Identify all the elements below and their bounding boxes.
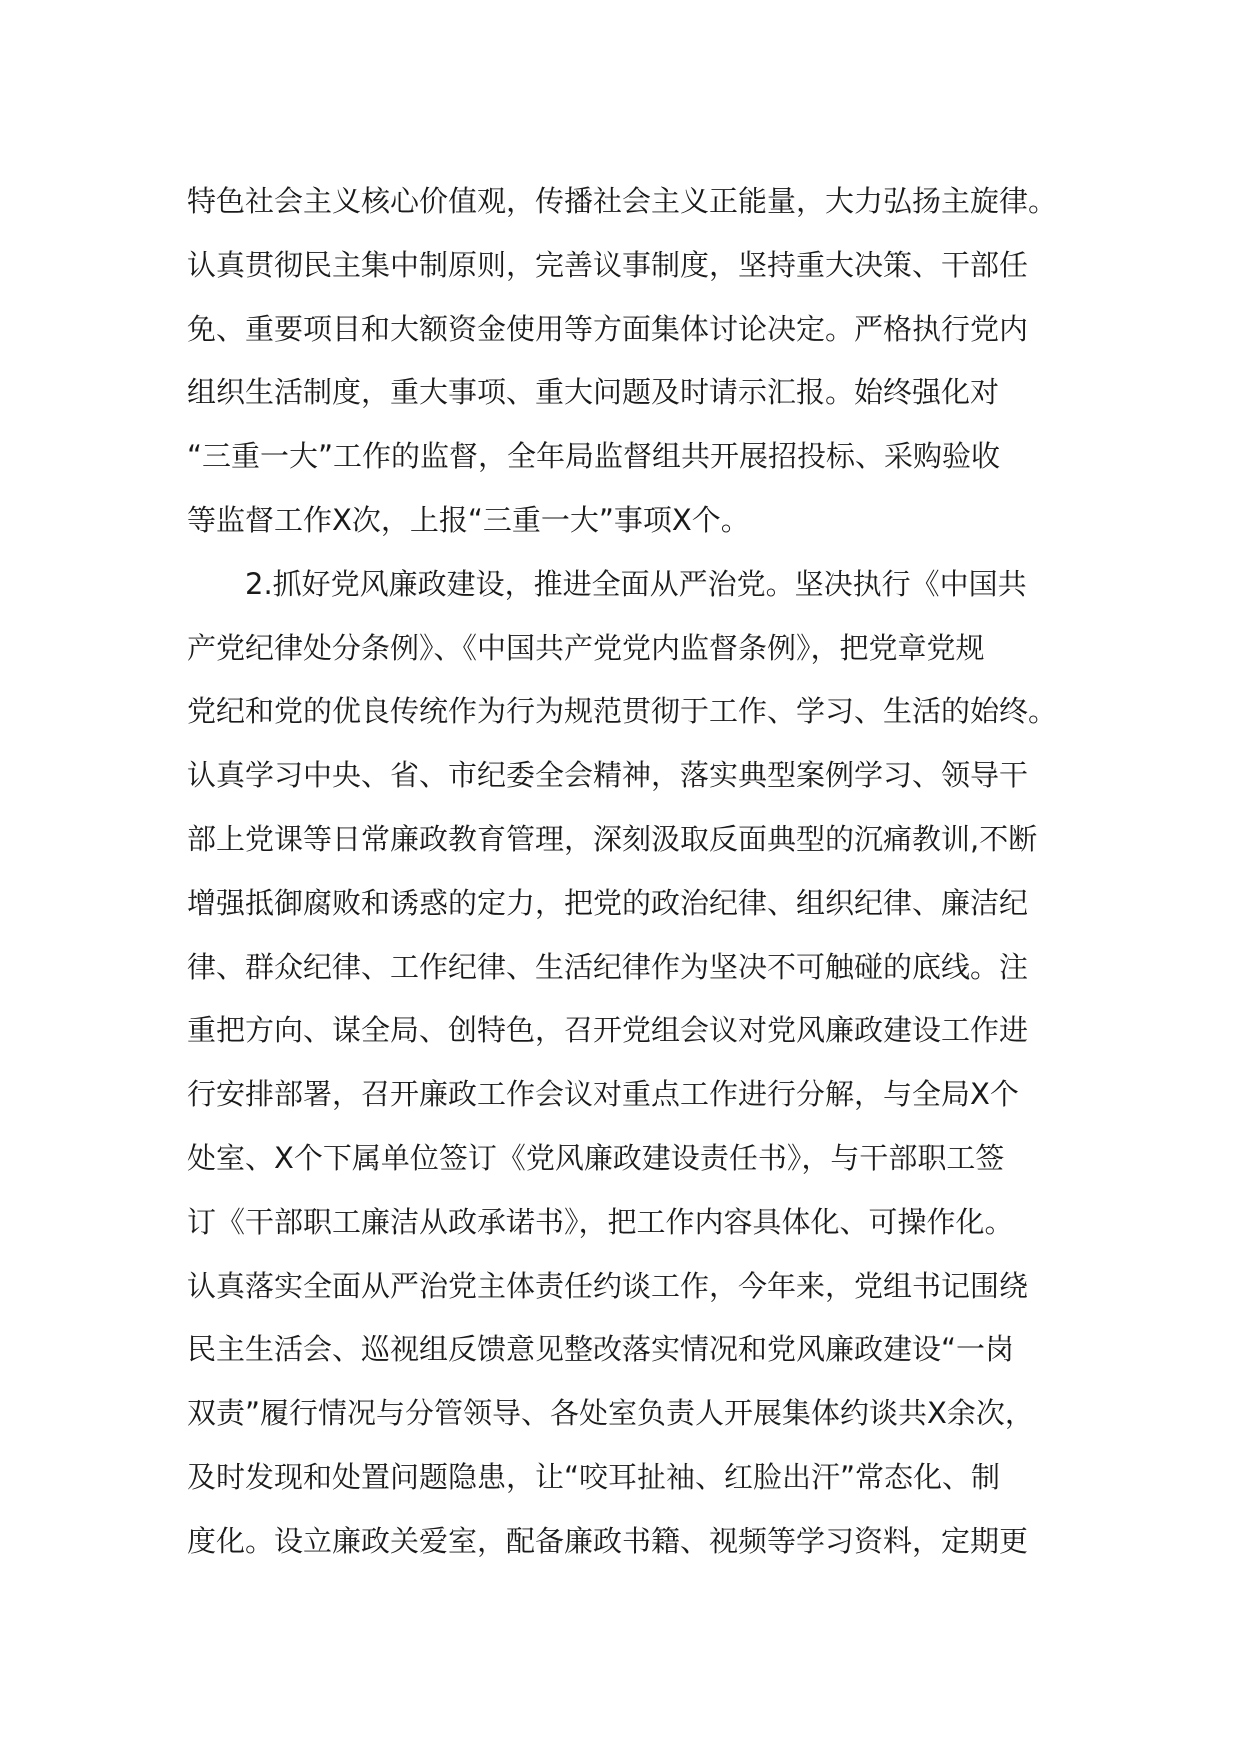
text-line: 重把方向、谋全局、创特色，召开党组会议对党风廉政建设工作进 bbox=[187, 1013, 1029, 1048]
text-line: 增强抵御腐败和诱惑的定力，把党的政治纪律、组织纪律、廉洁纪 bbox=[187, 885, 1029, 920]
body-text bbox=[187, 170, 1067, 1574]
text-line: 认真贯彻民主集中制原则，完善议事制度，坚持重大决策、干部任 bbox=[187, 247, 1029, 282]
text-line: 及时发现和处置问题隐患，让“咬耳扯袖、红脸出汗”常态化、制 bbox=[187, 1459, 1001, 1494]
text-line: 党纪和党的优良传统作为行为规范贯彻于工作、学习、生活的始终。 bbox=[187, 694, 1058, 729]
text-line: “三重一大”工作的监督，全年局监督组共开展招投标、采购验收 bbox=[187, 439, 1001, 474]
text-line: 产党纪律处分条例》、《中国共产党党内监督条例》，把党章党规 bbox=[187, 630, 985, 665]
text-line: 订《干部职工廉洁从政承诺书》，把工作内容具体化、可操作化。 bbox=[187, 1204, 1014, 1239]
text-line: 双责”履行情况与分管领导、各处室负责人开展集体约谈共X余次， bbox=[187, 1396, 1034, 1431]
text-line: 行安排部署，召开廉政工作会议对重点工作进行分解，与全局X个 bbox=[187, 1077, 1019, 1112]
paragraph-first-line: 2.抓好党风廉政建设，推进全面从严治党。坚决执行《中国共 bbox=[245, 566, 1027, 601]
text-line: 认真学习中央、省、市纪委全会精神，落实典型案例学习、领导干 bbox=[187, 758, 1029, 793]
text-line: 组织生活制度，重大事项、重大问题及时请示汇报。始终强化对 bbox=[187, 375, 1000, 410]
text-line: 免、重要项目和大额资金使用等方面集体讨论决定。严格执行党内 bbox=[187, 311, 1029, 346]
text-line: 律、群众纪律、工作纪律、生活纪律作为坚决不可触碰的底线。注 bbox=[187, 949, 1029, 984]
text-line: 处室、X个下属单位签订《党风廉政建设责任书》，与干部职工签 bbox=[187, 1140, 1005, 1175]
text-line: 特色社会主义核心价值观，传播社会主义正能量，大力弘扬主旋律。 bbox=[187, 184, 1058, 218]
text-line: 部上党课等日常廉政教育管理，深刻汲取反面典型的沉痛教训,不断 bbox=[187, 821, 1038, 856]
text-line: 度化。设立廉政关爱室，配备廉政书籍、视频等学习资料，定期更 bbox=[187, 1523, 1029, 1558]
text-line: 民主生活会、巡视组反馈意见整改落实情况和党风廉政建设“一岗 bbox=[187, 1332, 1015, 1367]
text-line: 认真落实全面从严治党主体责任约谈工作，今年来，党组书记围绕 bbox=[187, 1268, 1029, 1303]
text-line: 等监督工作X次，上报“三重一大”事项X个。 bbox=[187, 502, 750, 537]
